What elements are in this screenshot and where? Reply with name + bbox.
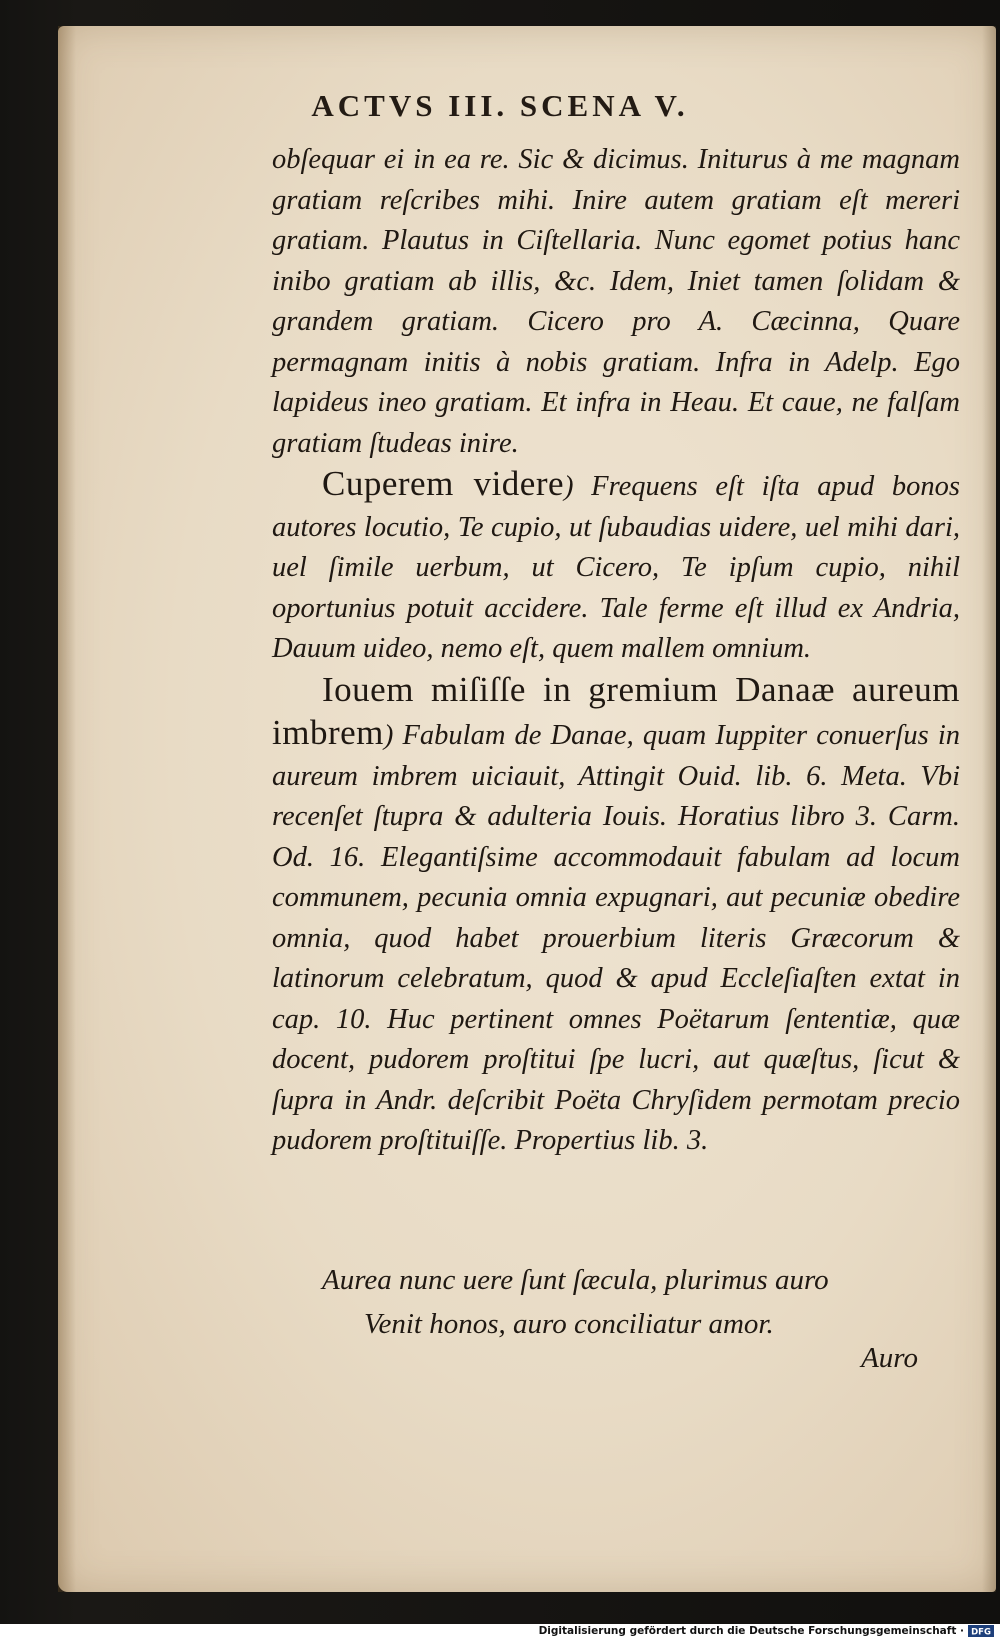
paragraph-text: ) Fabulam de Danae, quam Iuppiter conuerſus in aureum imbrem uiciauit, Attingit Ouid. lib. 6. Meta. Vbi recenſet ſtupra & adulteria Iouis. Horatius libro 3. Carm. Od. 16. Elegantiſsime accommodauit fabulam ad locum communem, pecunia omnia expugnari, aut pecuniæ obedire omnia, quod habet prouerbium literis Græcorum & latinorum celebratum, quod & apud Eccleſiaſten extat in cap. 10. Huc pertinent omnes Poëtarum ſententiæ, quæ docent, pudorem proſtitui ſpe lucri, aut quæſtus, ſicut & ſupra in Andr. deſcribit Poëta Chryſidem permotam precio pudorem proſtituiſſe. Propertius lib. 3.: [272, 720, 960, 1156]
commentary-paragraph-3: [272, 670, 960, 1162]
verse-quotation: [272, 1258, 960, 1346]
dfg-logo-label: DFG: [971, 1627, 991, 1637]
dfg-logo-icon: [968, 1625, 994, 1637]
lemma-heading: Cuperem videre: [322, 464, 565, 503]
running-head: ACTVS III. SCENA V.: [311, 88, 689, 123]
commentary-text: [272, 140, 960, 1162]
lemma-heading: Iouem miſiſſe in gremium Danaæ aureum imbrem: [272, 669, 960, 752]
commentary-paragraph-2: [272, 464, 960, 670]
paragraph-text: ) Frequens eſt iſta apud bonos autores locutio, Te cupio, ut ſubaudias uidere, uel mihi dari, uel ſimile uerbum, ut Cicero, Te ipſum cupio, nihil oportunius potuit accidere. Tale ferme eſt illud ex Andria, Dauum uideo, nemo eſt, quem mallem omnium.: [272, 471, 960, 664]
paragraph-text: obſequar ei in ea re. Sic & dicimus. Initurus à me magnam gratiam reſcribes mihi. Inire autem gratiam eſt mereri gratiam. Plautus in Ciſtellaria. Nunc egomet potius hanc inibo gratiam ab illis, &c. Idem, Iniet tamen ſolidam & grandem gratiam. Cicero pro A. Cæcinna, Quare permagnam initis à nobis gratiam. Infra in Adelp. Ego lapideus ineo gratiam. Et infra in Heau. Et caue, ne falſam gratiam ſtudeas inire.: [272, 144, 960, 459]
commentary-paragraph-1: [272, 140, 960, 464]
digitization-credit: Digitalisierung gefördert durch die Deutsche Forschungsgemeinschaft ·: [538, 1625, 964, 1637]
catchword: Auro: [861, 1342, 918, 1374]
verse-line-2: Venit honos, auro conciliatur amor.: [364, 1308, 774, 1340]
verse-line-1: Aurea nunc uere ſunt ſæcula, plurimus auro: [322, 1264, 829, 1296]
